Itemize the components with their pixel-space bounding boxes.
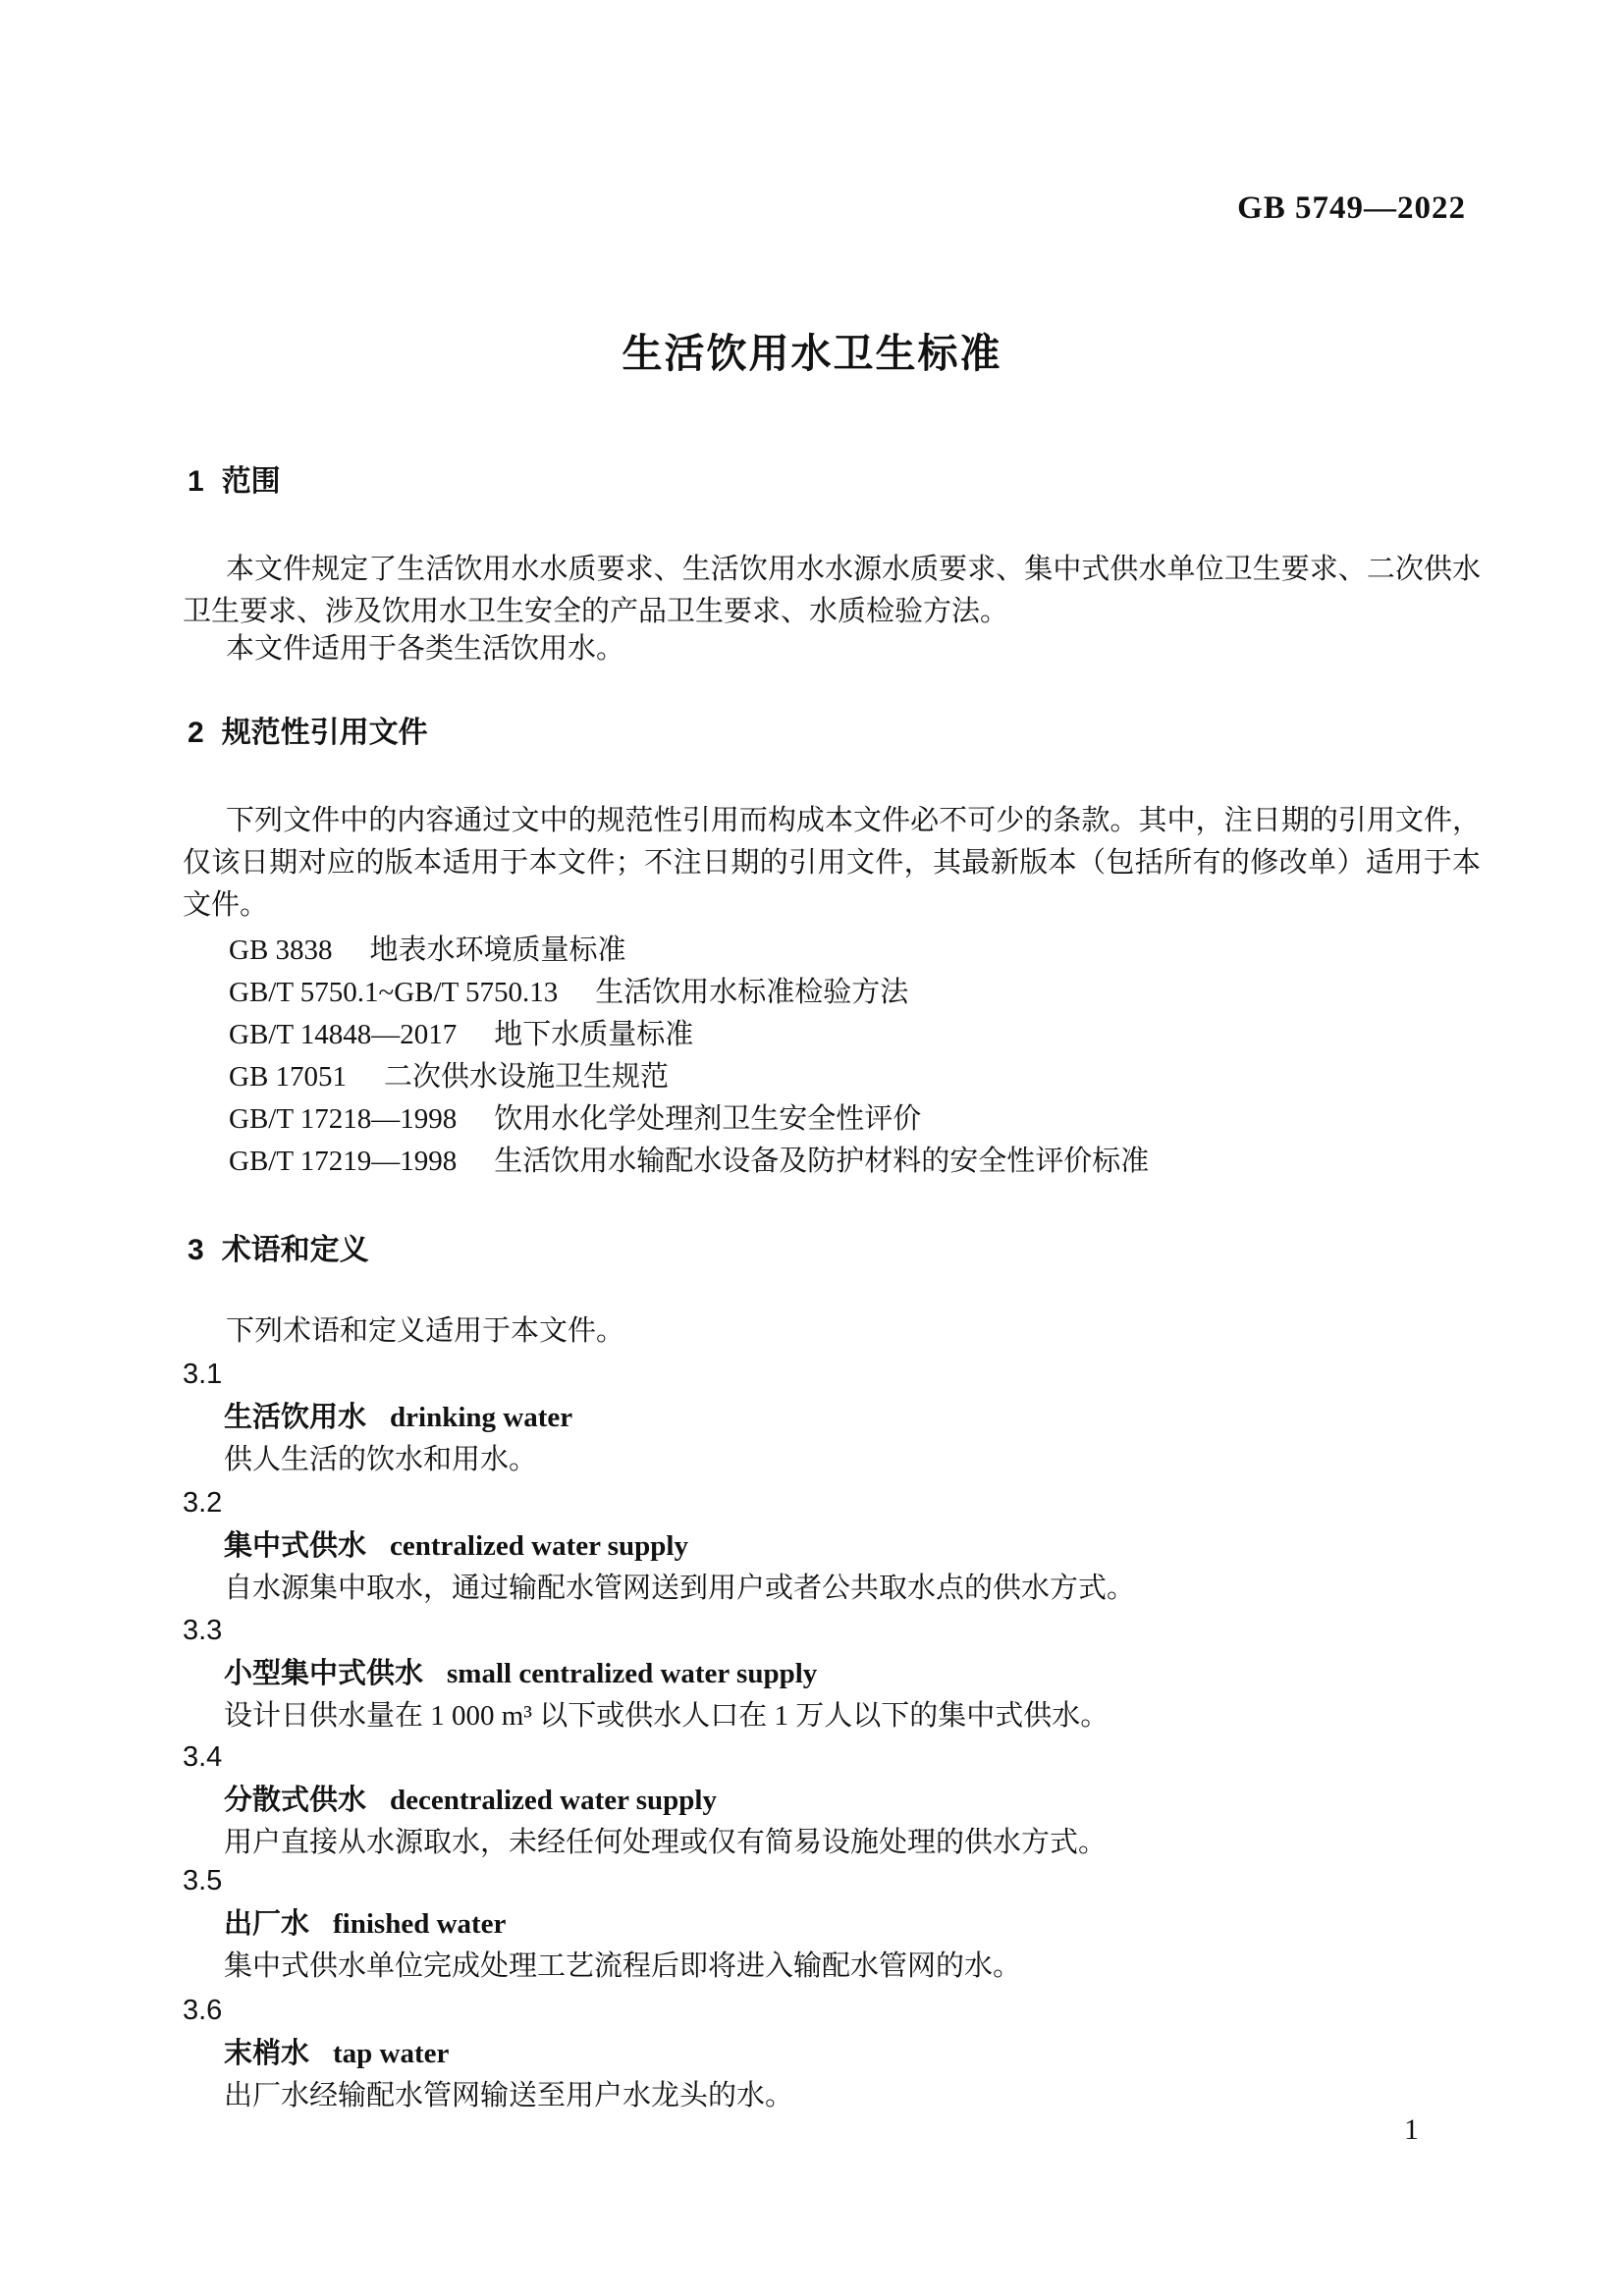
section-3-title: 术语和定义 [221, 1234, 369, 1266]
reference-code: GB 17051 [229, 1061, 348, 1093]
term-definition: 用户直接从水源取水，未经任何处理或仅有简易设施处理的供水方式。 [224, 1827, 1108, 1858]
term-definition: 供人生活的饮水和用水。 [224, 1444, 538, 1475]
doc-title: 生活饮用水卫生标准 [622, 331, 1002, 376]
term-entry-3-1 [183, 1354, 1481, 1481]
refs-intro-paragraph: 下列文件中的内容通过文中的规范性引用而构成本文件必不可少的条款。其中，注日期的引用文件，仅该日期对应的版本适用于本文件；不注日期的引用文件，其最新版本（包括所有的修改单）适用于本文件。 [183, 805, 1481, 921]
page-number: 1 [1404, 2113, 1419, 2146]
reference-list [183, 930, 1481, 1183]
reference-title: 地表水环境质量标准 [369, 934, 626, 966]
section-2-number: 2 [188, 717, 204, 749]
term-zh: 末梢水 [224, 2038, 310, 2069]
reference-code: GB/T 17219—1998 [229, 1146, 458, 1177]
reference-code: GB/T 5750.1~GB/T 5750.13 [229, 977, 559, 1008]
section-3-number: 3 [188, 1234, 204, 1266]
term-entry-3-6 [183, 1990, 1481, 2117]
document-content [183, 0, 1481, 2296]
term-zh: 出厂水 [224, 1908, 310, 1940]
term-en: centralized water supply [390, 1530, 688, 1562]
reference-title: 地下水质量标准 [494, 1019, 694, 1050]
term-zh: 集中式供水 [224, 1530, 367, 1562]
reference-item [183, 972, 1481, 1014]
section-2-heading [188, 712, 1481, 754]
section-3-heading [188, 1229, 1481, 1271]
term-id: 3.6 [183, 1995, 223, 2026]
term-id: 3.5 [183, 1865, 223, 1896]
term-id: 3.3 [183, 1615, 223, 1646]
term-title [183, 2032, 1481, 2075]
reference-item [183, 1141, 1481, 1183]
section-1-title: 范围 [221, 465, 281, 498]
reference-item [183, 1014, 1481, 1056]
term-en: drinking water [390, 1402, 573, 1433]
term-zh: 生活饮用水 [224, 1402, 367, 1433]
reference-title: 二次供水设施卫生规范 [384, 1061, 670, 1093]
scope-paragraph-2: 本文件适用于各类生活饮用水。 [226, 633, 625, 665]
term-definition: 出厂水经输配水管网输送至用户水龙头的水。 [224, 2080, 794, 2111]
reference-title: 生活饮用水输配水设备及防护材料的安全性评价标准 [494, 1146, 1150, 1177]
section-1-number: 1 [188, 465, 204, 498]
term-entry-3-4 [183, 1736, 1481, 1864]
reference-code: GB/T 14848—2017 [229, 1019, 458, 1050]
reference-item [183, 1056, 1481, 1098]
section-1-heading [188, 460, 1481, 503]
reference-item [183, 1098, 1481, 1141]
term-entry-3-3 [183, 1610, 1481, 1737]
term-id: 3.1 [183, 1359, 223, 1390]
term-entry-3-5 [183, 1860, 1481, 1988]
scope-paragraph-1: 本文件规定了生活饮用水水质要求、生活饮用水水源水质要求、集中式供水单位卫生要求、二次供水卫生要求、涉及饮用水卫生安全的产品卫生要求、水质检验方法。 [183, 554, 1481, 627]
reference-title: 饮用水化学处理剂卫生安全性评价 [494, 1103, 922, 1135]
term-id: 3.2 [183, 1487, 223, 1519]
term-definition: 集中式供水单位完成处理工艺流程后即将进入输配水管网的水。 [224, 1950, 1022, 1982]
reference-code: GB 3838 [229, 934, 333, 966]
term-definition: 设计日供水量在 1 000 m³ 以下或供水人口在 1 万人以下的集中式供水。 [224, 1700, 1110, 1732]
term-en: tap water [333, 2038, 450, 2069]
term-title [183, 1779, 1481, 1822]
term-en: small centralized water supply [447, 1658, 818, 1689]
term-zh: 分散式供水 [224, 1785, 367, 1816]
term-zh: 小型集中式供水 [224, 1658, 424, 1689]
doc-number: GB 5749—2022 [1237, 190, 1466, 226]
term-en: decentralized water supply [390, 1785, 717, 1816]
section-2-title: 规范性引用文件 [221, 717, 428, 749]
term-id: 3.4 [183, 1741, 223, 1773]
term-title [183, 1652, 1481, 1695]
reference-title: 生活饮用水标准检验方法 [595, 977, 909, 1008]
term-en: finished water [333, 1908, 507, 1940]
term-title [183, 1902, 1481, 1946]
reference-code: GB/T 17218—1998 [229, 1103, 458, 1135]
term-entry-3-2 [183, 1482, 1481, 1610]
term-title [183, 1396, 1481, 1439]
term-definition: 自水源集中取水，通过输配水管网送到用户或者公共取水点的供水方式。 [224, 1573, 1136, 1604]
terms-intro-paragraph: 下列术语和定义适用于本文件。 [226, 1315, 625, 1347]
term-title [183, 1524, 1481, 1568]
reference-item [183, 930, 1481, 972]
